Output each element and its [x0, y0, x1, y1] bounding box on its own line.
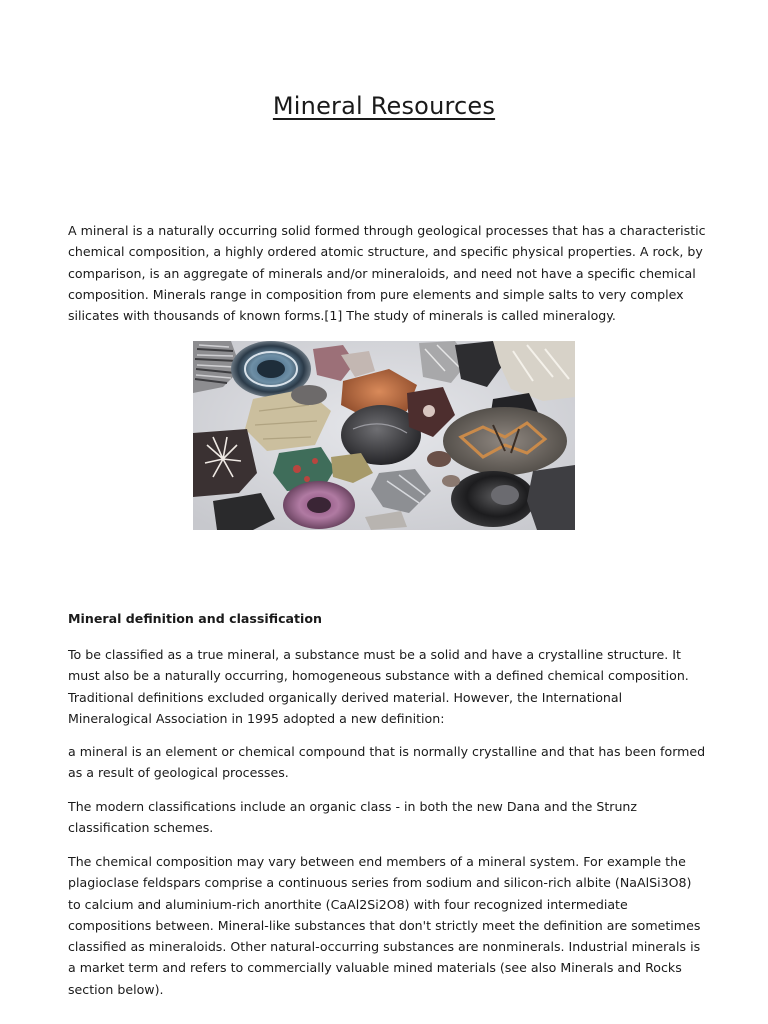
minerals-photo: [193, 341, 575, 530]
definition-paragraph: To be classified as a true mineral, a substance must be a solid and have a crystalline structure. It must also be a naturally occurring, homogeneous substance with a defined chemical composition. Traditional definitions excluded organically derived material. However, the International Mineralogical Association in 1995 adopted a new definition:: [68, 647, 689, 726]
ima-definition-paragraph: a mineral is an element or chemical compound that is normally crystalline and that has been formed as a result of geological processes.: [68, 744, 706, 781]
chemical-composition-paragraph: The chemical composition may vary between end members of a mineral system. For example the plagioclase feldspars comprise a continuous series from sodium and silicon-rich albite (NaAlSi3O8) to calcium and aluminium-rich anorthite (CaAl2Si2O8) with four recognized intermediate compositions between. Mineral-like substances that don't strictly meet the definition are sometimes classified as mineraloids. Other natural-occurring substances are nonminerals. Industrial minerals is a market term and refers to commercially valuable mined materials (see also Minerals and Rocks section below).: [68, 854, 701, 997]
organic-class-paragraph: The modern classifications include an organic class - in both the new Dana and the Strunz classification schemes.: [68, 799, 638, 836]
page-title: Mineral Resources: [272, 92, 496, 120]
section-heading: Mineral definition and classification: [68, 611, 322, 626]
intro-paragraph: A mineral is a naturally occurring solid formed through geological processes that has a characteristic chemical composition, a highly ordered atomic structure, and specific physical properties. A rock, by comparison, is an aggregate of minerals and/or mineraloids, and need not have a specific chemical composition. Minerals range in composition from pure elements and simple salts to very complex silicates with thousands of known forms.[1] The study of minerals is called mineralogy.: [68, 223, 706, 324]
